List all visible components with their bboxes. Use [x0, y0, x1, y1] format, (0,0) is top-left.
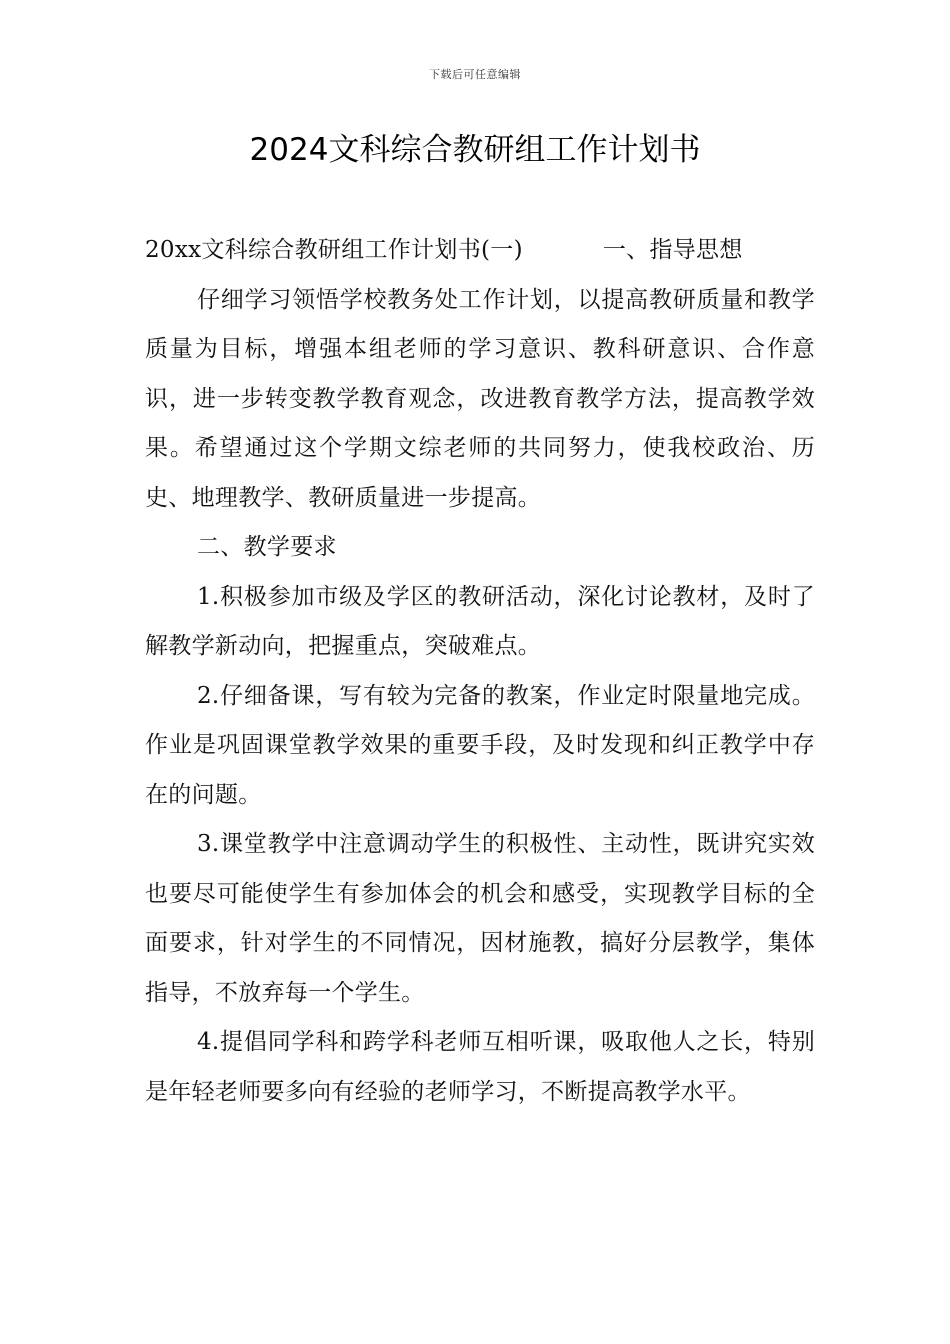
paragraph-guiding-ideology: 仔细学习领悟学校教务处工作计划，以提高教研质量和教学质量为目标，增强本组老师的学习意识、教科研意识、合作意识，进一步转变教学教育观念，改进教育教学方法，提高教学效果。希望通过这个学期文综老师的共同努力，使我校政治、历史、地理教学、教研质量进一步提高。	[145, 286, 815, 511]
document-subtitle: 20xx文科综合教研组工作计划书(一)	[145, 237, 523, 263]
header-note: 下载后可任意编辑	[429, 68, 521, 81]
section-heading-guiding-ideology: 一、指导思想	[602, 237, 743, 263]
intro-line	[145, 226, 815, 276]
document-body	[145, 226, 815, 1117]
document-title: 2024文科综合教研组工作计划书	[249, 132, 701, 168]
requirement-item-2: 2.仔细备课，写有较为完备的教案，作业定时限量地完成。作业是巩固课堂教学效果的重要手段，及时发现和纠正教学中存在的问题。	[145, 682, 815, 808]
requirement-item-4: 4.提倡同学科和跨学科老师互相听课，吸取他人之长，特别是年轻老师要多向有经验的老师学习，不断提高教学水平。	[145, 1029, 815, 1105]
requirement-item-3: 3.课堂教学中注意调动学生的积极性、主动性，既讲究实效也要尽可能使学生有参加体会的机会和感受，实现教学目标的全面要求，针对学生的不同情况，因材施教，搞好分层教学，集体指导，不放弃每一个学生。	[145, 831, 815, 1006]
section-heading-teaching-requirements: 二、教学要求	[197, 534, 337, 560]
requirement-item-1: 1.积极参加市级及学区的教研活动，深化讨论教材，及时了解教学新动向，把握重点，突破难点。	[145, 583, 815, 659]
